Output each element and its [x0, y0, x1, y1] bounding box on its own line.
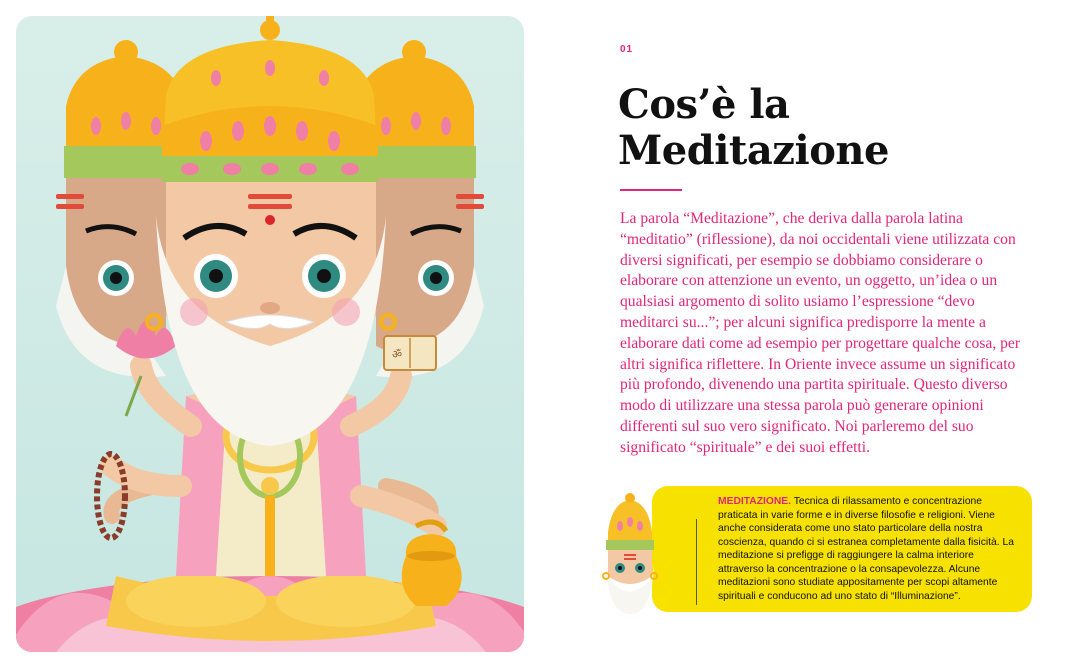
four-faced-deity-illustration [16, 16, 524, 652]
chapter-number: 01 [620, 44, 634, 55]
water-pot-icon [402, 522, 462, 606]
book-lettering: ॐ [391, 348, 403, 361]
deity-avatar-icon [598, 492, 662, 616]
glossary-text [718, 495, 1022, 603]
deity-illustration [16, 16, 524, 652]
body-paragraph: La parola “Meditazione”, che deriva dalla parola latina “meditatio” (riflessione), da noi occidentali viene utilizzata con diversi significati, per esempio se dobbiamo considerare o elaborare con attenzione un evento, un oggetto, un’idea o un qualsiasi argomento di solito usiamo l’espressione “devo meditarci su...”; per alcuni significa predisporre la mente a elaborare dati come ad esempio per progettare qualche cosa, per altri significa riflettere. In Oriente invece assume un significato più profondo, divenendo una partita spirituale. Questo diverso modo di utilizzare una stessa parola può generare opinioni differenti sul suo vero significato. Noi parleremo del suo significato “spirituale” e dei suoi effetti. [620, 210, 1021, 456]
page-title [618, 82, 889, 174]
title-line-1: Cos’è la [618, 81, 790, 128]
title-divider [620, 189, 682, 191]
scripture-book-icon [384, 336, 436, 370]
main-face [147, 176, 395, 446]
glossary-definition: Tecnica di rilassamento e concentrazione praticata in varie forme e in diverse filosofie e religioni. Viene anche considerata come uno stato particolare della nostra coscienza, quando ci si estranea completamente dalla fisicità. La meditazione si prefigge di raggiungere la calma interiore attraverso la concentrazione o la consapevolezza. Alcune meditazioni sono studiate appositamente per scopi altamente spirituali e conducono ad uno stato di “Illuminazione”. [718, 496, 1014, 602]
glossary-term: MEDITAZIONE. [718, 496, 792, 507]
title-line-2: Meditazione [618, 127, 889, 174]
glossary-divider [696, 519, 697, 605]
main-crown [162, 16, 378, 182]
